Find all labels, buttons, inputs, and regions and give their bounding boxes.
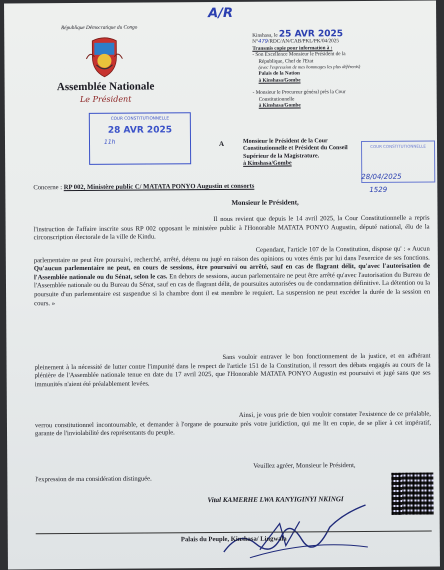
paragraph-3: Sans vouloir entraver le bon fonctionnement de la justice, et en adhérant pleinement à la nécessité de lutter contre l'impunité dans le respect de l'article 151 de la Constitution, il ressort des débats engagés au cours de la plénière de l'Assemblée nationale tenue en date du 17 avril 2025, que l'Honorable MATATA PONYO Augustin est poursuivi et jugé sans que ses immunités n'aient été préalablement levées. [34,352,431,389]
copy2-line2: Constitutionnelle [258,96,295,103]
salutation: Monsieur le Président, [231,198,299,207]
left-stamp-handwritten: 11h [103,138,116,146]
concerne-text: RP 002, Ministère public C/ MATATA PONYO Augustin et consorts [63,182,255,192]
signatory-name: Vital KAMERHE LWA KANYIGINYI NKINGI [207,495,344,505]
paragraph-2-rest: En dehors de sessions, aucun parlementaire ne peut être arrêté qu'avec l'autorisation du Bureau de l'Assemblée nationale ou du Bureau du Sénat, sauf en cas de flagrant délit, de poursuites autorisées ou de condamnation définitive. La détention ou la poursuite d'un parlementaire est suspendue si la chambre dont il est membre le requiert. La suspension ne peut excéder la durée de la session en cours. » [33,271,431,307]
place-date-label: Kinshasa, le [252,32,278,39]
signature-icon [220,499,370,560]
copy1-line2: République, Chef de l'Etat [258,57,314,65]
right-stamp-title: COUR CONSTITUTIONNELLE [370,143,426,149]
handwritten-ar: A/R [208,5,233,22]
right-stamp-handwritten-number: 1529 [369,185,388,194]
copy1-line3: (avec l'expression de mes hommages les plus déférents) [258,64,361,70]
received-stamp-left [89,112,191,165]
closing-formula-2: l'expression de ma considération distinguée. [35,475,152,484]
concerne-line [33,182,363,191]
concerne-label: Concerne : [33,184,63,192]
copy2-line1: - Monsieur le Procureur général près la Cour [252,89,346,97]
reference-block [252,31,433,110]
addressee-line3: Supérieur de la Magistrature. [243,153,320,160]
letter-page [4,0,440,569]
paragraph-4: Ainsi, je vous prie de bien vouloir constater l'existence de ce préalable, verrou constitutionnel incontournable, et demander à l'organe de poursuite près votre juridiction, qui me lit en copie, de se plier à cet impératif, garante de l'inviolabilité des représentants du peuple. [34,410,431,438]
addressee-line2: Constitutionnelle et Président du Conseil [243,145,348,153]
addressee-prefix: A [218,139,225,149]
copy-title: Transmis copie pour information à : [252,45,333,52]
date-stamp: 25 AVR 2025 [278,29,344,40]
paragraph-2 [34,246,430,309]
paragraph-2-intro: Cependant, l'article 107 de la Constitution, dispose qu' : « Aucun parlementaire ne peut être poursuivi, recherché, arrêté, détenu ou jugé en raison des opinions ou votes émis par lui dans l'exercice de ses fonctions. [33,245,430,264]
left-stamp-title: COUR CONSTITUTIONNELLE [110,115,169,121]
addressee-line4: à Kinshasa/Gombe [243,160,292,168]
copy2-line3: à Kinshasa/Gombe [258,102,301,109]
copy1-line4: Palais de la Nation [258,70,300,78]
copy1-line1: - Son Excellence Monsieur le Président de la [252,51,346,59]
right-stamp-handwritten-date: 28/04/2025 [361,172,402,182]
number-rest: /RDC/AN/CAB/PKL/PK/04/2025 [268,38,339,46]
copy1-line5: à Kinshasa/Gombe [258,77,301,84]
number-handwritten: 479 [258,39,269,46]
left-stamp-date: 28 AVR 2025 [107,125,173,136]
republic-heading: République Démocratique du Congo [61,24,138,32]
president-title: Le Président [79,94,132,104]
paragraph-1: Il nous revient que depuis le 14 avril 2025, la Cour Constitutionnelle a repris l'instruction de l'affaire inscrite sous RP 002 opposant le ministère public à l'Honorable MATATA PONYO Augustin, député national, élu de la circonscription électorale de la ville de Kindu. [33,214,430,242]
coat-of-arms-icon [84,37,124,79]
number-label: N° [252,39,259,46]
footer-address: Palais du Peuple, Kinshasa/ Lingwala [180,535,287,544]
paragraph-2-bold: Qu'aucun parlementaire ne peut, en cours de sessions, être poursuivi ou arrêté, sauf en cas de flagrant délit, qu'avec l'autorisation de l'Assemblée nationale ou du Sénat, selon le cas. [33,262,430,282]
assembly-title: Assemblée Nationale [56,80,155,94]
closing-formula: Veuillez agréer, Monsieur le Président, [253,462,356,470]
addressee-line1: Monsieur le Président de la Cour [242,138,328,145]
qr-code-icon [391,473,433,515]
